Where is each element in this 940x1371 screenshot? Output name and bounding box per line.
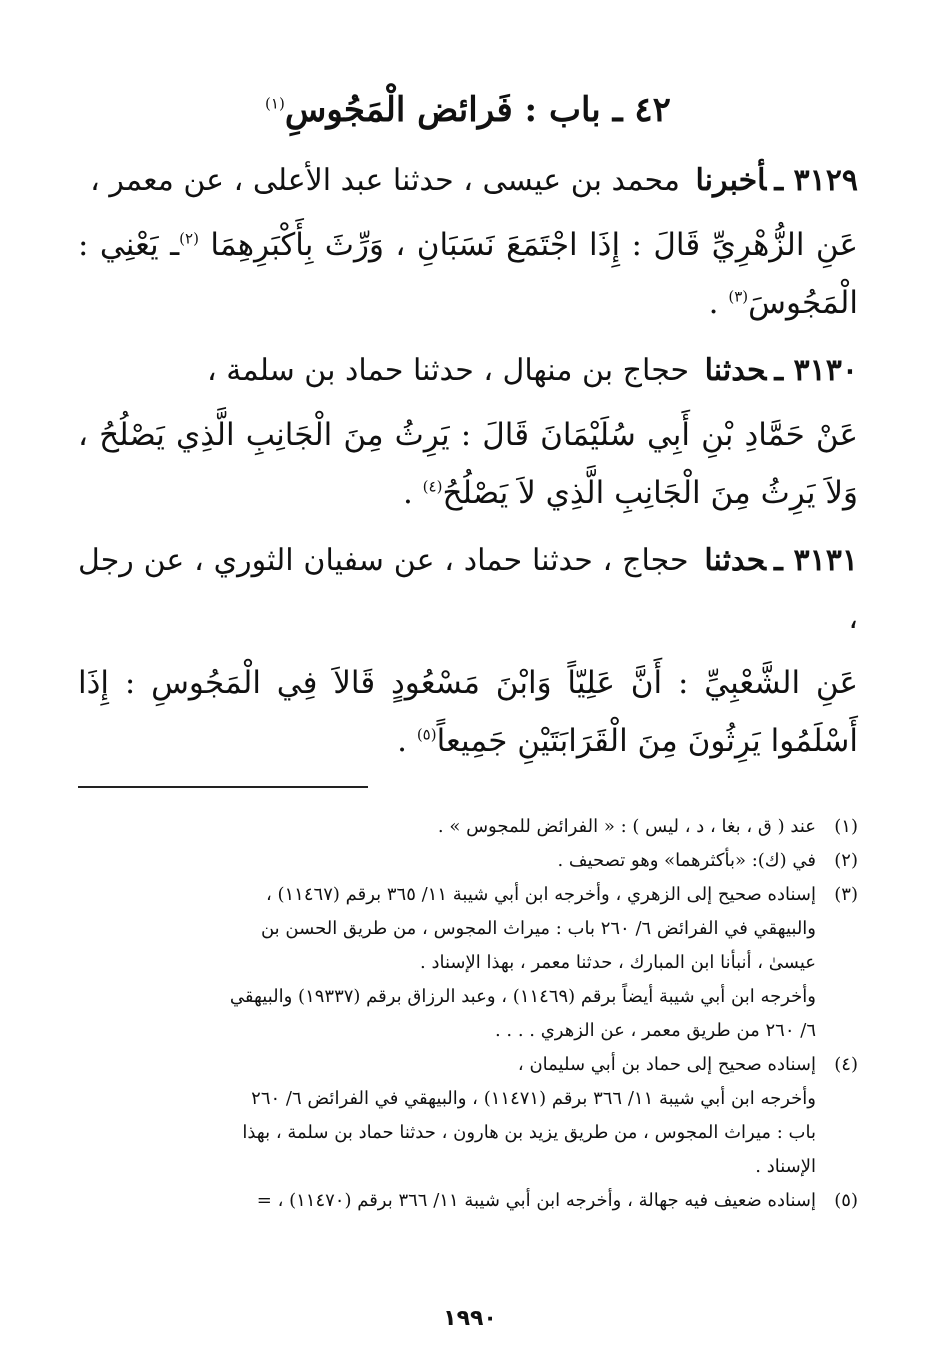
chapter-title-text: ٤٢ ـ باب : فَرائض الْمَجُوسِ	[284, 90, 671, 130]
footnote-ref: (٣)	[728, 287, 749, 306]
footnote-line: باب : ميراث المجوس ، من طريق يزيد بن هارون ، حدثنا حماد بن سلمة ، بهذا	[242, 1122, 816, 1143]
footnote	[78, 1048, 858, 1184]
hadith-chain	[78, 532, 858, 648]
footnote-line: ٦/ ٢٦٠ من طريق معمر ، عن الزهري . . . .	[494, 1020, 816, 1041]
footnote-ref: (٥)	[416, 725, 437, 744]
hadith-chain-text: حجاج بن منهال ، حدثنا حماد بن سلمة ،	[207, 353, 690, 388]
footnote-ref: (٤)	[422, 477, 443, 496]
footnote-mark: (٥)	[834, 1190, 858, 1211]
chapter-footnote-ref: (١)	[265, 94, 285, 113]
footnote-line: والبيهقي في الفرائض ٦/ ٢٦٠ باب : ميراث المجوس ، من طريق الحسن بن	[260, 918, 816, 939]
hadith-number: ٣١٣١ ـ	[774, 543, 858, 578]
footnote	[78, 844, 858, 878]
book-page	[78, 60, 858, 1350]
hadith-intro: أخبرنا	[695, 163, 767, 198]
footnote-line: الإسناد .	[755, 1156, 816, 1177]
footnote-mark: (١)	[834, 816, 858, 837]
chapter-title	[78, 90, 858, 130]
footnote-line: إسناده ضعيف فيه جهالة ، وأخرجه ابن أبي شيبة ١١/ ٣٦٦ برقم (١١٤٧٠) ، =	[256, 1190, 816, 1211]
matn-text: .	[402, 475, 423, 511]
footnote	[78, 810, 858, 844]
footnote-line: عند ( ق ، بغا ، د ، ليس ) : « الفرائض للمجوس » .	[437, 816, 816, 837]
footnote-body	[78, 1184, 816, 1218]
footnote-mark: (٣)	[834, 884, 858, 905]
footnote-body	[78, 844, 816, 878]
footnote-line: عيسىٰ ، أنبأنا ابن المبارك ، حدثنا معمر ، بهذا الإسناد .	[420, 952, 816, 973]
footnote-line: وأخرجه ابن أبي شيبة أيضاً برقم (١١٤٦٩) ، وعبد الرزاق برقم (١٩٣٣٧) والبيهقي	[229, 986, 816, 1007]
hadith-chain-text: حجاج ، حدثنا حماد ، عن سفيان الثوري ، عن رجل ،	[78, 543, 858, 636]
hadith-chain-text: محمد بن عيسى ، حدثنا عبد الأعلى ، عن معمر ،	[90, 163, 680, 198]
footnote-body	[78, 810, 816, 844]
hadith-chain	[78, 342, 858, 400]
hadith-number: ٣١٢٩ ـ	[774, 163, 858, 198]
footnote-line: إسناده صحيح إلى حماد بن أبي سليمان ،	[517, 1054, 816, 1075]
hadith-chain	[78, 152, 858, 210]
footnote-line: إسناده صحيح إلى الزهري ، وأخرجه ابن أبي شيبة ١١/ ٣٦٥ برقم (١١٤٦٧) ،	[265, 884, 816, 905]
footnote	[78, 1184, 858, 1218]
hadith-matn	[78, 406, 858, 522]
footnote-mark: (٢)	[834, 850, 858, 871]
footnote-line: وأخرجه ابن أبي شيبة ١١/ ٣٦٦ برقم (١١٤٧١) ، والبيهقي في الفرائض ٦/ ٢٦٠	[251, 1088, 816, 1109]
footnote-mark: (٤)	[834, 1054, 858, 1075]
matn-text: .	[708, 285, 729, 321]
footnote-ref: (٢)	[179, 229, 199, 248]
footnote-separator	[78, 786, 368, 788]
footnote-line: في (ك): «بأكثرهما» وهو تصحيف .	[557, 850, 816, 871]
hadith-number: ٣١٣٠ ـ	[774, 353, 858, 388]
matn-text: عَنِ الزُّهْرِيِّ قَالَ : إِذَا اجْتَمَعَ نَسَبَانِ ، وَرِّثَ بِأَكْبَرِهِمَا	[210, 227, 858, 263]
hadith-matn	[78, 216, 858, 332]
matn-text: .	[397, 723, 417, 759]
hadith-matn	[78, 654, 858, 770]
footnote	[78, 878, 858, 1048]
page-number: ١٩٩٠	[443, 1306, 497, 1331]
hadith-intro: حدثنا	[704, 543, 767, 578]
footnote-body	[78, 878, 816, 1048]
footnote-body	[78, 1048, 816, 1184]
matn-text: عَنْ حَمَّادِ بْنِ أَبِي سُلَيْمَانَ قَالَ : يَرِثُ مِنَ الْجَانِبِ الَّذِي يَصْلُحُ ، وَلاَ يَرِثُ مِنَ الْجَانِبِ الَّذِي لاَ يَصْلُحُ	[78, 417, 858, 511]
hadith-intro: حدثنا	[704, 353, 767, 388]
footnotes	[78, 810, 858, 1218]
matn-text: ـ يَعْنِي : الْمَجُوسَ	[78, 227, 858, 321]
matn-text: عَنِ الشَّعْبِيِّ : أَنَّ عَلِيّاً وَابْنَ مَسْعُودٍ قَالاَ فِي الْمَجُوسِ : إِذَا أَسْلَمُوا يَرِثُونَ مِنَ الْقَرَابَتَيْنِ جَمِيعاً	[78, 665, 858, 759]
